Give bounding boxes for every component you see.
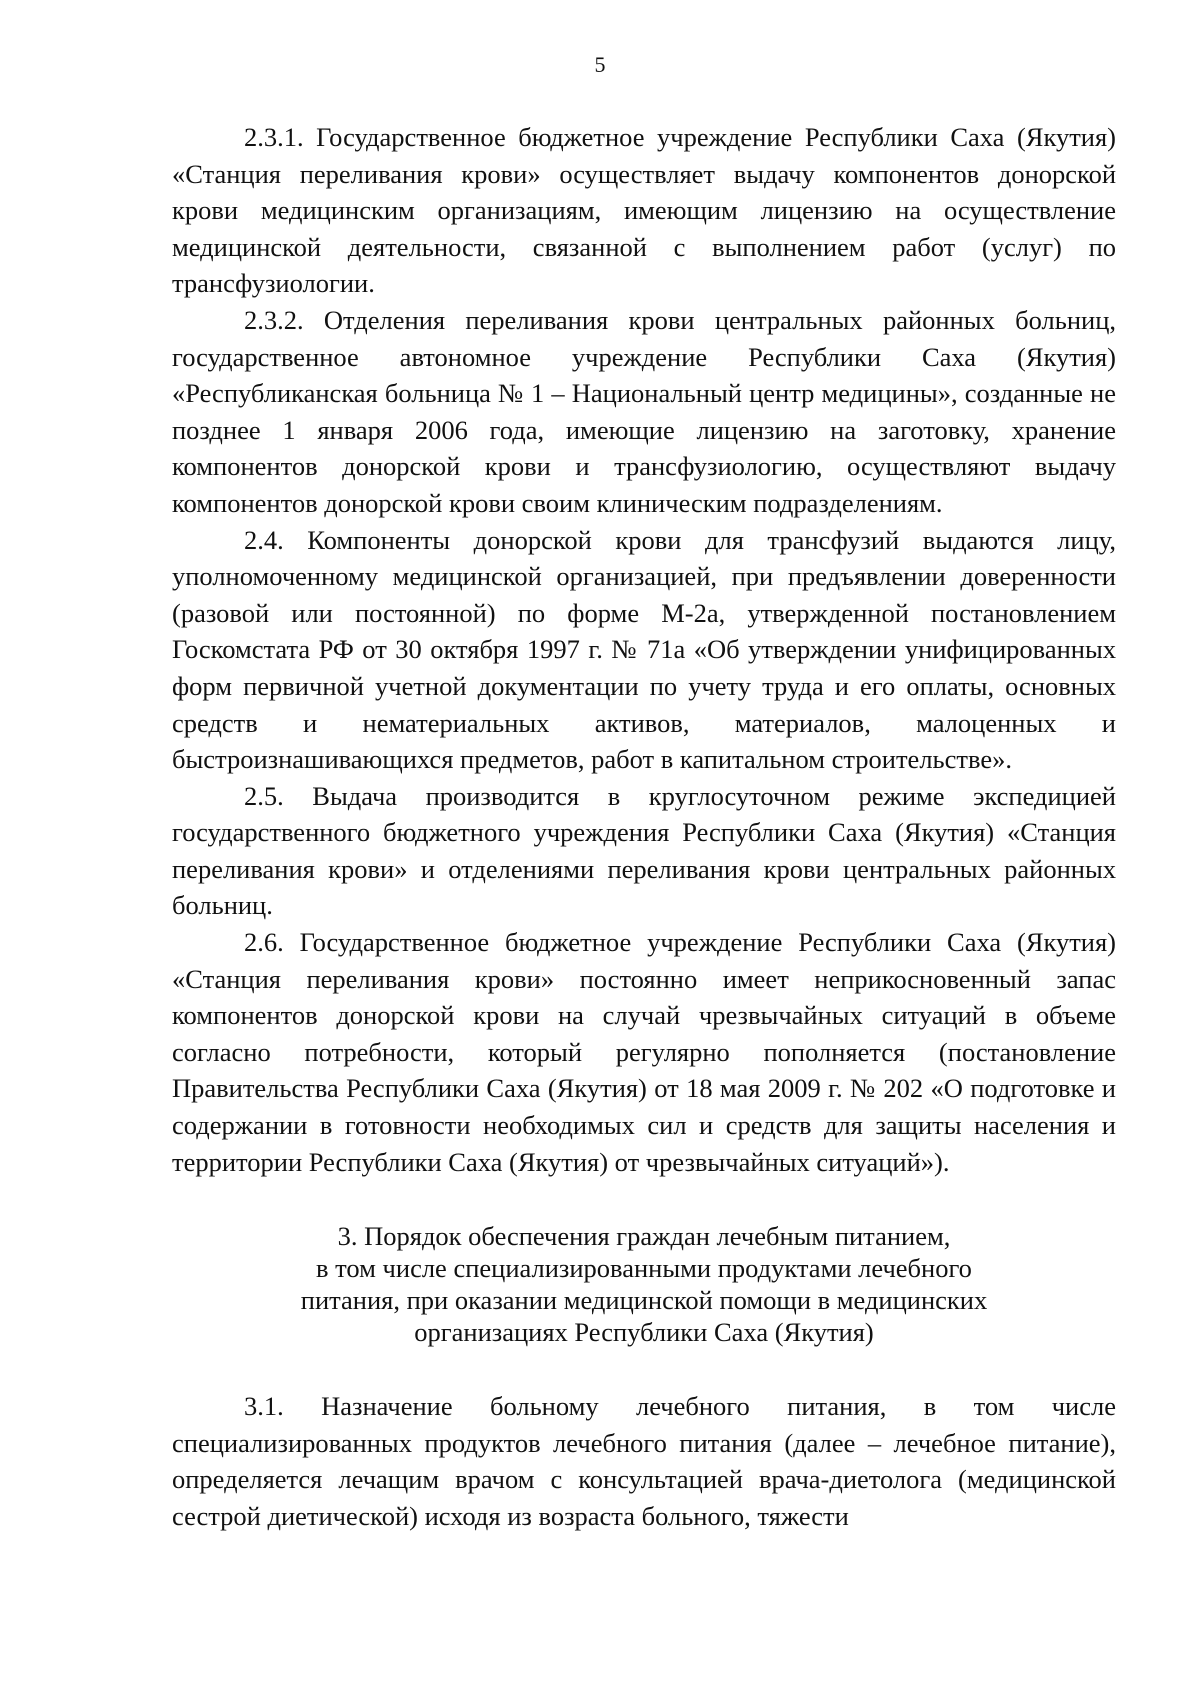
paragraph-2-3-1: 2.3.1. Государственное бюджетное учреждение Республики Саха (Якутия) «Станция переливания крови» осуществляет выдачу компонентов донорской крови медицинским организациям, имеющим лицензию на осуществление медицинской деятельности, связанной с выполнением работ (услуг) по трансфузиологии.: [172, 122, 1116, 299]
paragraph-2-5: 2.5. Выдача производится в круглосуточном режиме экспедицией государственного бюджетного учреждения Республики Саха (Якутия) «Станция переливания крови» и отделениями переливания крови центральных районных больниц.: [172, 780, 1116, 921]
document-body: [172, 119, 1116, 1535]
paragraph-3-1: 3.1. Назначение больному лечебного питания, в том числе специализированных продуктов лечебного питания (далее – лечебное питание), определяется лечащим врачом с консультацией врача-диетолога (медицинской сестрой диетической) исходя из возраста больного, тяжести: [172, 1391, 1116, 1531]
section-heading-line: организациях Республики Саха (Якутия): [414, 1317, 874, 1348]
page-number: 5: [594, 52, 606, 77]
paragraph-2-6: 2.6. Государственное бюджетное учреждение Республики Саха (Якутия) «Станция переливания крови» постоянно имеет неприкосновенный запас компонентов донорской крови на случай чрезвычайных ситуаций в объеме согласно потребности, который регулярно пополняется (постановление Правительства Республики Саха (Якутия) от 18 мая 2009 г. № 202 «О подготовке и содержании в готовности необходимых сил и средств для защиты населения и территории Республики Саха (Якутия) от чрезвычайных ситуаций»).: [172, 927, 1116, 1177]
paragraph-2-4: 2.4. Компоненты донорской крови для трансфузий выдаются лицу, уполномоченному медицинской организацией, при предъявлении доверенности (разовой или постоянной) по форме М-2а, утвержденной постановлением Госкомстата РФ от 30 октября 1997 г. № 71а «Об утверждении унифицированных форм первичной учетной документации по учету труда и его оплаты, основных средств и нематериальных активов, материалов, малоценных и быстроизнашивающихся предметов, работ в капитальном строительстве».: [172, 524, 1116, 775]
section-heading: [172, 1220, 1116, 1348]
section-heading-line: в том числе специализированными продуктами лечебного: [316, 1253, 972, 1284]
section-heading-line: питания, при оказании медицинской помощи в медицинских: [300, 1285, 988, 1316]
paragraph-2-3-2: 2.3.2. Отделения переливания крови центральных районных больниц, государственное автономное учреждение Республики Саха (Якутия) «Республиканская больница № 1 – Национальный центр медицины», созданные не позднее 1 января 2006 года, имеющие лицензию на заготовку, хранение компонентов донорской крови и трансфузиологию, осуществляют выдачу компонентов донорской крови своим клиническим подразделениям.: [172, 304, 1116, 518]
section-heading-line: 3. Порядок обеспечения граждан лечебным питанием,: [337, 1221, 951, 1252]
